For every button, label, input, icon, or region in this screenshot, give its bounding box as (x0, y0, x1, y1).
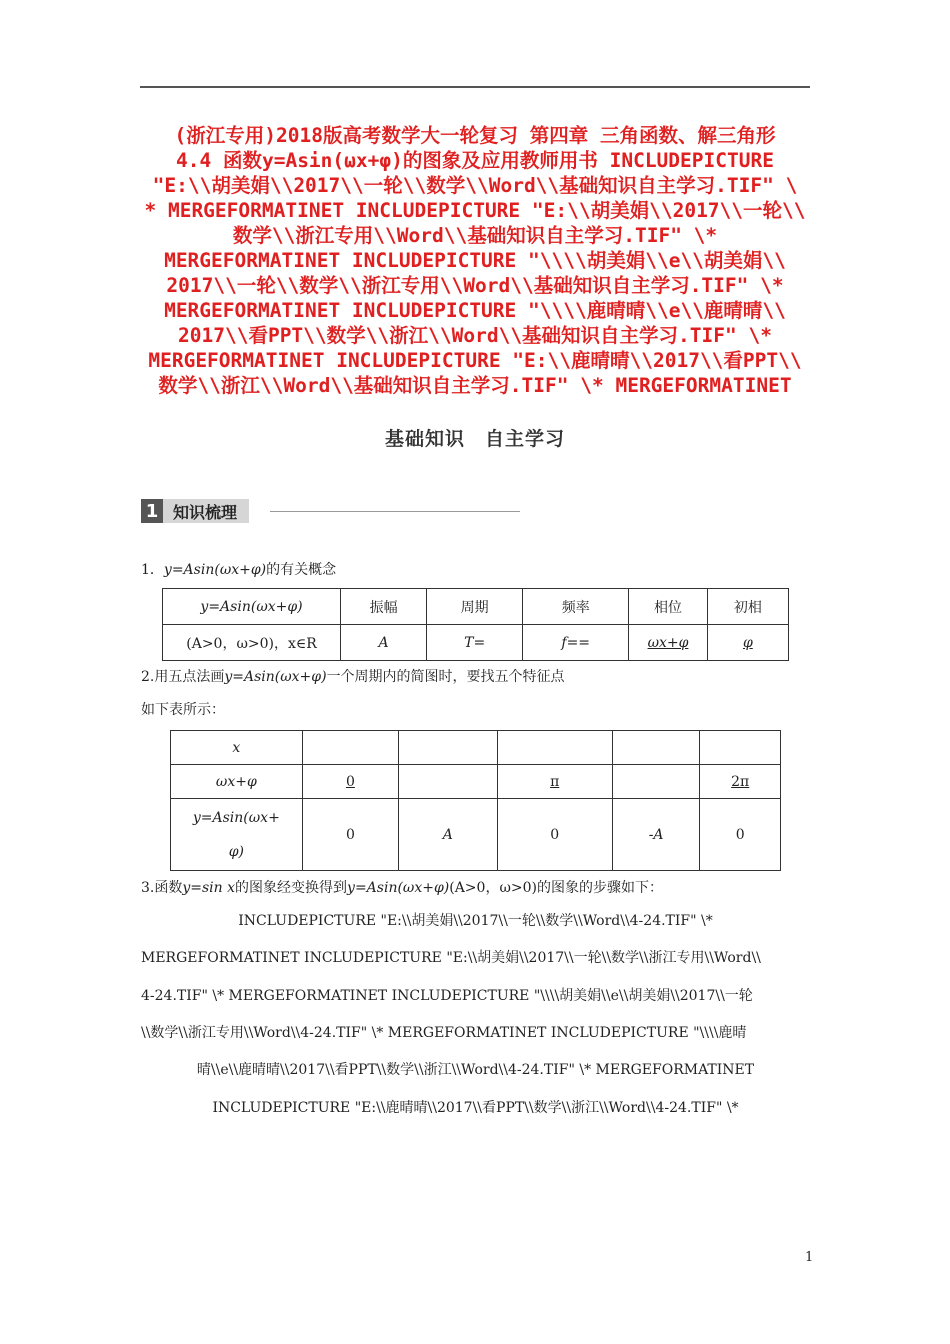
badge-number: 1 (141, 499, 163, 523)
title-line: MERGEFORMATINET INCLUDEPICTURE "\\\\胡美娟\\e\\胡美娟\\ (164, 249, 786, 272)
item-3-formula-2: y=Asin(ωx+φ) (347, 880, 450, 896)
item-2-prefix: 2.用五点法画 (141, 669, 225, 685)
item-2-line-1 (141, 666, 565, 686)
y-cell: -A (612, 799, 700, 871)
item-3-formula-1: y=sin x (182, 880, 236, 896)
top-rule (140, 86, 810, 88)
header-phase: 相位 (629, 589, 708, 625)
document-title (138, 123, 812, 398)
header-amplitude: 振幅 (341, 589, 427, 625)
badge-rule (270, 511, 520, 512)
include-line: 4-24.TIF" \* MERGEFORMATINET INCLUDEPICTURE "\\\\胡美娟\\e\\胡美娟\\2017\\一轮 (141, 988, 753, 1004)
item-3-mid: 的图象经变换得到 (235, 880, 348, 896)
row-label-phase: ωx+φ (171, 765, 303, 799)
y-cell: 0 (700, 799, 781, 871)
concept-table-condition: (A>0，ω>0)，x∈R (163, 625, 341, 661)
section-badge (141, 499, 249, 523)
x-cell (497, 731, 612, 765)
phase-cell: 2π (700, 765, 781, 799)
page-number: 1 (805, 1250, 814, 1265)
item-1-formula: y=Asin(ωx+φ) (163, 562, 267, 578)
title-line: * MERGEFORMATINET INCLUDEPICTURE "E:\\胡美娟\\2017\\一轮\\ (144, 199, 806, 222)
section-heading: 基础知识 自主学习 (384, 428, 565, 450)
header-period: 周期 (427, 589, 523, 625)
title-line: 数学\\浙江专用\\Word\\基础知识自主学习.TIF" \* (232, 224, 718, 247)
row-label-y-line-2: φ) (228, 843, 244, 860)
item-2-suffix: 一个周期内的简图时，要找五个特征点 (326, 669, 565, 685)
include-line: INCLUDEPICTURE "E:\\胡美娟\\2017\\一轮\\数学\\Word\\4-24.TIF" \* (238, 913, 713, 929)
title-line: (浙江专用)2018版高考数学大一轮复习 第四章 三角函数、解三角形 (174, 124, 776, 147)
value-phase: ωx+φ (629, 625, 708, 661)
concept-table-formula: y=Asin(ωx+φ) (163, 589, 341, 625)
y-cell: 0 (497, 799, 612, 871)
item-3-heading (141, 877, 663, 897)
title-line: MERGEFORMATINET INCLUDEPICTURE "E:\\鹿晴晴\\2017\\看PPT\\ (148, 349, 802, 372)
badge-label: 知识梳理 (163, 499, 249, 523)
phase-cell: π (497, 765, 612, 799)
five-point-table (170, 730, 781, 871)
title-line: MERGEFORMATINET INCLUDEPICTURE "\\\\鹿晴晴\\e\\鹿晴晴\\ (164, 299, 786, 322)
concept-table (162, 588, 789, 661)
include-line: 晴\\e\\鹿晴晴\\2017\\看PPT\\数学\\浙江\\Word\\4-24.TIF" \* MERGEFORMATINET (196, 1062, 755, 1078)
y-cell: A (399, 799, 497, 871)
item-3-suffix: (A>0，ω>0)的图象的步骤如下： (449, 880, 663, 896)
item-1-heading (141, 559, 336, 579)
header-initial-phase: 初相 (707, 589, 788, 625)
x-cell (302, 731, 398, 765)
header-frequency: 频率 (523, 589, 629, 625)
x-cell (612, 731, 700, 765)
item-1-prefix: 1． (141, 562, 164, 578)
item-2-line-2: 如下表所示： (141, 702, 225, 718)
title-line: 4.4 函数y=Asin(ωx+φ)的图象及应用教师用书 INCLUDEPICTURE (176, 149, 774, 172)
phase-cell (399, 765, 497, 799)
value-frequency: f== (523, 625, 629, 661)
value-initial-phase: φ (707, 625, 788, 661)
include-line: \\数学\\浙江专用\\Word\\4-24.TIF" \* MERGEFORMATINET INCLUDEPICTURE "\\\\鹿晴 (141, 1025, 747, 1041)
value-amplitude: A (341, 625, 427, 661)
include-line: MERGEFORMATINET INCLUDEPICTURE "E:\\胡美娟\\2017\\一轮\\数学\\浙江专用\\Word\\ (141, 950, 761, 966)
title-line: 2017\\看PPT\\数学\\浙江\\Word\\基础知识自主学习.TIF" \* (178, 324, 772, 347)
value-period: T= (427, 625, 523, 661)
phase-cell: 0 (302, 765, 398, 799)
x-cell (700, 731, 781, 765)
title-line: 2017\\一轮\\数学\\浙江专用\\Word\\基础知识自主学习.TIF" \* (166, 274, 784, 297)
phase-cell (612, 765, 700, 799)
row-label-y (171, 799, 303, 871)
item-2-formula: y=Asin(ωx+φ) (224, 669, 327, 685)
title-line: "E:\\胡美娟\\2017\\一轮\\数学\\Word\\基础知识自主学习.TIF" \ (152, 174, 798, 197)
include-line: INCLUDEPICTURE "E:\\鹿晴晴\\2017\\看PPT\\数学\\浙江\\Word\\4-24.TIF" \* (212, 1100, 739, 1116)
title-line: 数学\\浙江\\Word\\基础知识自主学习.TIF" \* MERGEFORMATINET (158, 374, 792, 397)
row-label-y-line-1: y=Asin(ωx+ (192, 809, 280, 826)
x-cell (399, 731, 497, 765)
item-3-prefix: 3.函数 (141, 880, 183, 896)
y-cell: 0 (302, 799, 398, 871)
item-1-suffix: 的有关概念 (266, 562, 337, 578)
row-label-x: x (171, 731, 303, 765)
